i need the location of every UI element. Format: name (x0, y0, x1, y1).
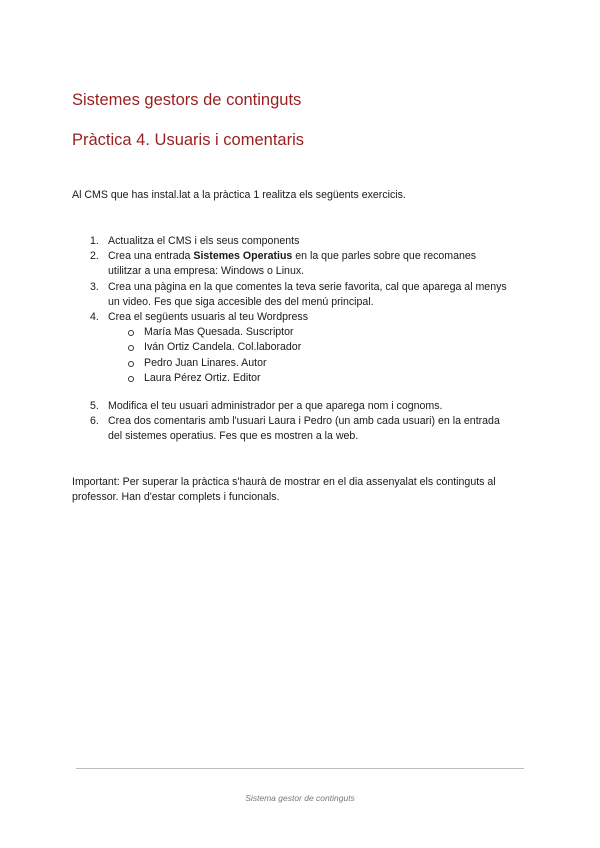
footer-divider (76, 768, 524, 769)
exercise-item-2 (72, 249, 532, 279)
page-footer: Sistema gestor de continguts (245, 793, 355, 803)
hollow-bullet-icon (128, 361, 134, 367)
important-note-line: professor. Han d'estar complets i funcionals. (72, 491, 280, 503)
exercise-text-continued: utilitzar a una empresa: Windows o Linux. (108, 265, 305, 278)
exercise-text: Modifica el teu usuari administrador per a que aparega nom i cognoms. (108, 400, 443, 412)
exercise-item-1 (72, 234, 532, 249)
exercise-text (108, 249, 532, 264)
document-subtitle: Pràctica 4. Usuaris i comentaris (72, 131, 304, 149)
user-list-item (108, 325, 532, 340)
user-list-item (108, 371, 532, 386)
exercise-number: 1. (90, 235, 99, 247)
exercise-number: 4. (90, 311, 99, 324)
user-list-item (108, 356, 532, 371)
user-entry: Pedro Juan Linares. Autor (144, 356, 267, 369)
document-title: Sistemes gestors de continguts (72, 91, 302, 109)
exercise-item-5 (72, 399, 532, 414)
hollow-bullet-icon (128, 376, 134, 382)
exercise-text-bold: Sistemes Operatius (193, 250, 293, 263)
user-list-item (108, 340, 532, 355)
exercise-text-post: en la que parles sobre que recomanes (292, 250, 477, 263)
exercise-list-continued (72, 399, 532, 445)
exercise-number: 5. (90, 400, 99, 412)
important-note (72, 475, 496, 505)
exercise-text-continued: del sistemes operatius. Fes que es mostren a la web. (108, 430, 359, 443)
exercise-text: Crea una pàgina en la que comentes la teva serie favorita, cal que aparega al menys (108, 280, 507, 293)
user-entry: Iván Ortiz Candela. Col.laborador (144, 341, 302, 354)
exercise-number: 2. (90, 250, 99, 263)
exercise-text: Crea dos comentaris amb l'usuari Laura i Pedro (un amb cada usuari) en la entrada (108, 415, 500, 428)
user-list (108, 325, 532, 386)
exercise-list (72, 234, 532, 386)
exercise-number: 6. (90, 415, 99, 428)
exercise-text-continued: un video. Fes que siga accesible des del menú principal. (108, 295, 374, 308)
hollow-bullet-icon (128, 330, 134, 336)
exercise-text: Actualitza el CMS i els seus components (108, 235, 300, 247)
user-entry: María Mas Quesada. Suscriptor (144, 326, 294, 339)
exercise-item-3 (72, 280, 532, 310)
exercise-text: Crea el següents usuaris al teu Wordpress (108, 311, 309, 324)
important-note-line: Important: Per superar la pràctica s'haurà de mostrar en el dia assenyalat els continguts al (72, 476, 496, 488)
intro-paragraph: Al CMS que has instal.lat a la pràctica 1 realitza els següents exercicis. (72, 189, 406, 201)
exercise-item-4 (72, 310, 532, 386)
exercise-item-6 (72, 414, 532, 444)
user-entry: Laura Pérez Ortiz. Editor (144, 371, 261, 384)
hollow-bullet-icon (128, 345, 134, 351)
exercise-number: 3. (90, 280, 99, 293)
exercise-text-pre: Crea una entrada (108, 250, 194, 263)
